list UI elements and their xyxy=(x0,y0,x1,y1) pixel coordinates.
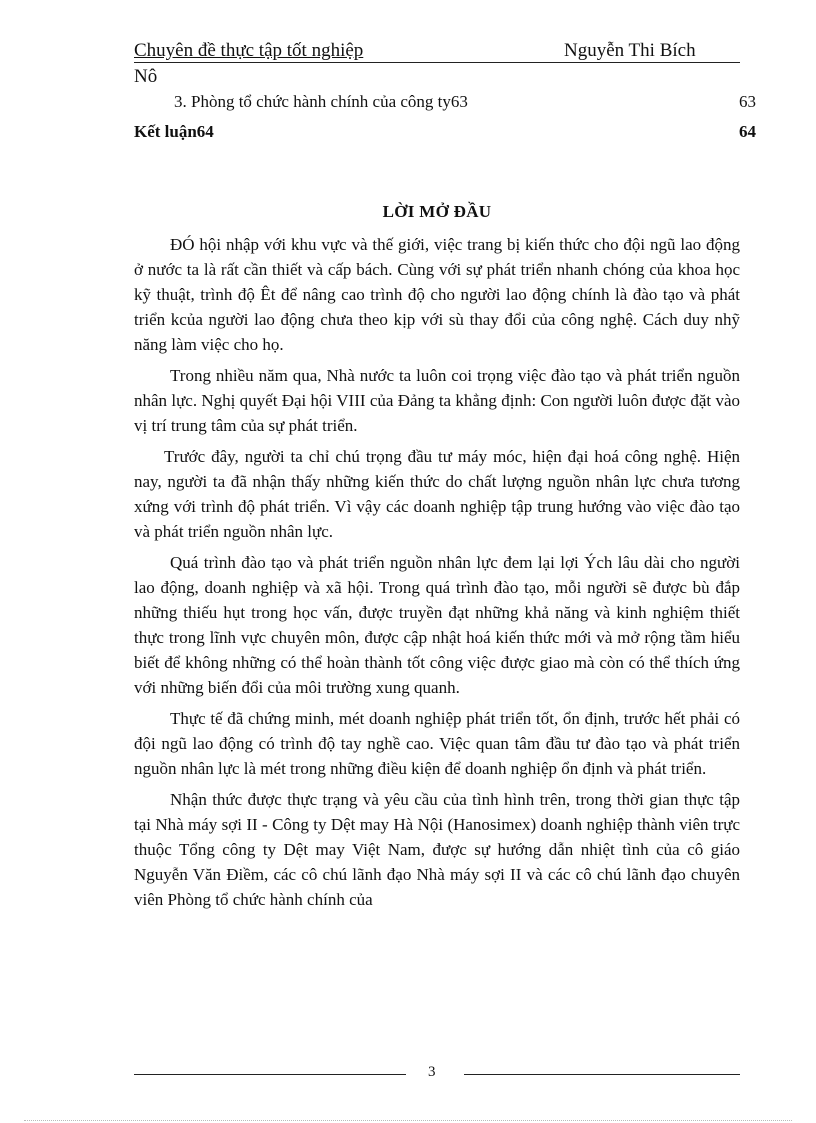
paragraph: ĐÓ hội nhập với khu vực và thế giới, việc trang bị kiến thức cho đội ngũ lao động ở nước ta là rất cần thiết và cấp bách. Cùng với sự phát triển nhanh chóng của khoa học kỹ thuật, trình độ Êt để nâng cao trình độ cho người lao động chính là đào tạo và phát triển kcủa người lao động chưa theo kịp với sù thay đổi của công nghệ. Cách duy nhỹ năng làm việc cho họ. xyxy=(134,235,740,354)
page-edge-divider xyxy=(24,1120,792,1121)
footer-rule-right xyxy=(464,1074,740,1075)
toc-entry-label: Kết luận64 xyxy=(134,122,214,141)
section-title: LỜI MỞ ĐẦU xyxy=(382,202,492,221)
footer-rule-left xyxy=(134,1074,406,1075)
paragraph: Trước đây, người ta chỉ chú trọng đầu tư máy móc, hiện đại hoá công nghệ. Hiện nay, người ta đã nhận thấy những kiến thức do chất lượng nguồn nhân lực chưa tương xứng với trình độ phát triển. Vì vậy các doanh nghiệp tập trung hướng vào việc đào tạo và phát triển nguồn nhân lực. xyxy=(134,447,740,541)
document-body xyxy=(134,232,740,918)
toc-entry-label: 3. Phòng tổ chức hành chính của công ty63 xyxy=(174,92,468,111)
paragraph: Nhận thức được thực trạng và yêu cầu của tình hình trên, trong thời gian thực tập tại Nhà máy sợi II - Công ty Dệt may Hà Nội (Hanosimex) doanh nghiệp thành viên trực thuộc Tổng công ty Dệt may Việt Nam, được sự hướng dẫn nhiệt tình của cô giáo Nguyễn Văn Điềm, các cô chú lãnh đạo Nhà máy sợi II và các cô chú lãnh đạo chuyên viên Phòng tổ chức hành chính của xyxy=(134,790,740,909)
header-author: Nguyễn Thi Bích xyxy=(564,40,696,61)
toc-entry-page: 63 xyxy=(739,92,756,111)
header-author-continuation: Nô xyxy=(134,66,158,87)
paragraph: Thực tế đã chứng minh, mét doanh nghiệp phát triển tốt, ổn định, trước hết phải có đội ngũ lao động có trình độ tay nghề cao. Việc quan tâm đầu tư đào tạo và phát triển nguồn nhân lực là mét trong những điều kiện để doanh nghiệp ổn định và phát triển. xyxy=(134,709,740,778)
paragraph: Quá trình đào tạo và phát triển nguồn nhân lực đem lại lợi Ých lâu dài cho người lao động, doanh nghiệp và xã hội. Trong quá trình đào tạo, mỗi người sẽ được bù đắp những thiếu hụt trong học vấn, được truyền đạt những khả năng và kinh nghiệm thiết thực trong lĩnh vực chuyên môn, được cập nhật hoá kiến thức mới và mở rộng tầm hiểu biết để không những có thể hoàn thành tốt công việc được giao mà còn có thể thích ứng với những biến đổi của môi trường xung quanh. xyxy=(134,553,740,697)
toc-entry-page: 64 xyxy=(739,122,756,141)
page-number: 3 xyxy=(428,1064,436,1080)
page-footer xyxy=(134,1064,740,1084)
header-title: Chuyên đề thực tập tốt nghiệp xyxy=(134,40,364,61)
paragraph: Trong nhiều năm qua, Nhà nước ta luôn coi trọng việc đào tạo và phát triển nguồn nhân lực. Nghị quyết Đại hội VIII của Đảng ta khẳng định: Con người luôn được đặt vào vị trí trung tâm của sự phát triển. xyxy=(134,366,740,435)
page-header xyxy=(134,38,740,63)
